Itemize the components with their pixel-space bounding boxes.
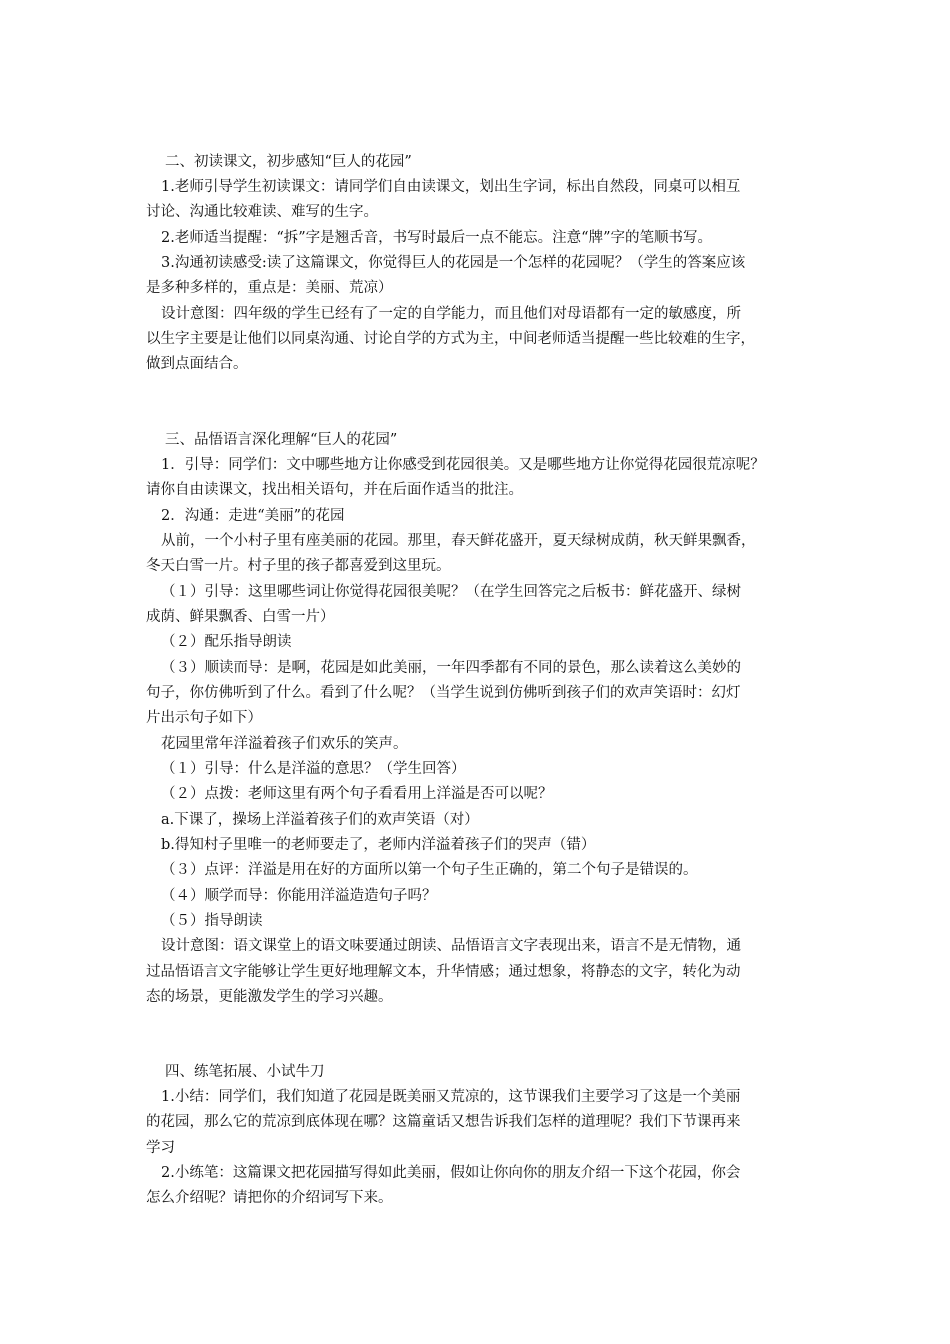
paragraph-line: 成荫、鲜果飘香、白雪一片）: [146, 609, 335, 625]
paragraph-line: 2．沟通：走进“美丽”的花园: [161, 508, 345, 524]
paragraph-line: 是多种多样的，重点是：美丽、荒凉）: [146, 280, 393, 296]
paragraph-line: 学习: [146, 1140, 175, 1156]
section-heading: 二、初读课文，初步感知“巨人的花园”: [165, 154, 412, 170]
design-note-line: 态的场景，更能激发学生的学习兴趣。: [146, 989, 393, 1005]
paragraph-line: （１）引导：这里哪些词让你觉得花园很美呢？（在学生回答完之后板书：鲜花盛开、绿树: [161, 584, 741, 600]
paragraph-line: 的花园，那么它的荒凉到底体现在哪？这篇童话又想告诉我们怎样的道理呢？我们下节课再来: [146, 1114, 741, 1130]
paragraph-line: （５）指导朗读: [161, 913, 263, 929]
paragraph-line: b.得知村子里唯一的老师要走了，老师内洋溢着孩子们的哭声（错）: [161, 837, 596, 853]
paragraph-line: 1．引导：同学们：文中哪些地方让你感受到花园很美。又是哪些地方让你觉得花园很荒凉呢？: [161, 457, 765, 473]
paragraph-line: 片出示句子如下）: [146, 710, 262, 726]
paragraph-line: （３）顺读而导：是啊，花园是如此美丽，一年四季都有不同的景色，那么读着这么美妙的: [161, 660, 741, 676]
section-heading: 三、品悟语言深化理解“巨人的花园”: [165, 432, 398, 448]
paragraph-line: 1.老师引导学生初读课文：请同学们自由读课文，划出生字词，标出自然段，同桌可以相互: [161, 179, 741, 195]
paragraph-line: 从前，一个小村子里有座美丽的花园。那里，春天鲜花盛开，夏天绿树成荫，秋天鲜果飘香，: [161, 533, 756, 549]
paragraph-line: 3.沟通初读感受:读了这篇课文，你觉得巨人的花园是一个怎样的花园呢？（学生的答案应该: [161, 255, 746, 271]
paragraph-line: （３）点评：洋溢是用在好的方面所以第一个句子生正确的，第二个句子是错误的。: [161, 862, 698, 878]
paragraph-line: 2.老师适当提醒：“拆”字是翘舌音，书写时最后一点不能忘。注意“牌”字的笔顺书写。: [161, 230, 712, 246]
paragraph-line: 2.小练笔：这篇课文把花园描写得如此美丽，假如让你向你的朋友介绍一下这个花园，你会: [161, 1165, 741, 1181]
paragraph-line: （２）配乐指导朗读: [161, 634, 292, 650]
paragraph-line: a.下课了，操场上洋溢着孩子们的欢声笑语（对）: [161, 812, 479, 828]
design-note-line: 以生字主要是让他们以同桌沟通、讨论自学的方式为主，中间老师适当提醒一些比较难的生字，: [146, 331, 755, 347]
design-note-line: 做到点面结合。: [146, 356, 248, 372]
paragraph-line: 怎么介绍呢？请把你的介绍词写下来。: [146, 1190, 393, 1206]
paragraph-line: 句子，你仿佛听到了什么。看到了什么呢？（当学生说到仿佛听到孩子们的欢声笑语时：幻灯: [146, 685, 741, 701]
design-note-line: 设计意图：语文课堂上的语文味要通过朗读、品悟语言文字表现出来，语言不是无情物，通: [161, 938, 741, 954]
paragraph-line: 1.小结：同学们，我们知道了花园是既美丽又荒凉的，这节课我们主要学习了这是一个美丽: [161, 1089, 741, 1105]
paragraph-line: （４）顺学而导：你能用洋溢造造句子吗？: [161, 888, 437, 904]
section-heading: 四、练笔拓展、小试牛刀: [165, 1064, 325, 1080]
paragraph-line: 请你自由读课文，找出相关语句，并在后面作适当的批注。: [146, 482, 523, 498]
paragraph-line: （１）引导：什么是洋溢的意思？（学生回答）: [161, 761, 466, 777]
paragraph-line: 冬天白雪一片。村子里的孩子都喜爱到这里玩。: [146, 558, 451, 574]
paragraph-line: （２）点拨：老师这里有两个句子看看用上洋溢是否可以呢？: [161, 786, 553, 802]
design-note-line: 过品悟语言文字能够让学生更好地理解文本，升华情感；通过想象，将静态的文字，转化为动: [146, 964, 741, 980]
design-note-line: 设计意图：四年级的学生已经有了一定的自学能力，而且他们对母语都有一定的敏感度，所: [161, 306, 741, 322]
paragraph-line: 花园里常年洋溢着孩子们欢乐的笑声。: [161, 736, 408, 752]
paragraph-line: 讨论、沟通比较难读、难写的生字。: [146, 204, 378, 220]
